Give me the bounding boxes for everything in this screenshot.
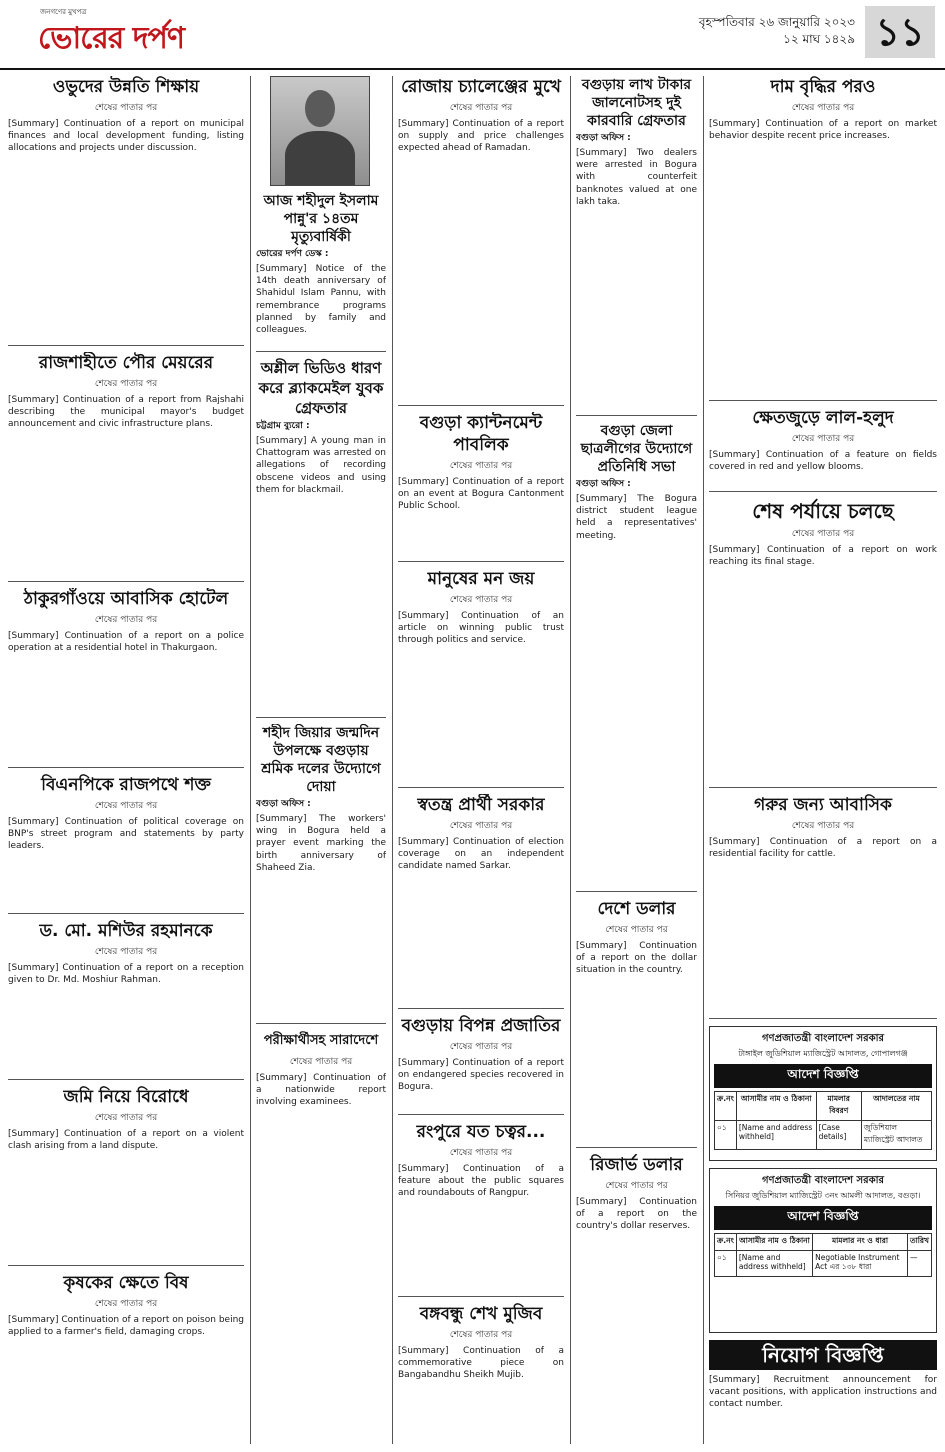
- continuation-note: শেষের পাতার পর: [791, 103, 855, 113]
- article-endangered-species: [398, 1015, 564, 1115]
- article-red-yellow-fields: [709, 407, 937, 492]
- article-counterfeit-notes: [576, 76, 697, 416]
- article-body: [Summary] Continuation of election coverage on an independent candidate named Sarkar.: [398, 837, 564, 872]
- notice-title: আদেশ বিজ্ঞপ্তি: [714, 1064, 932, 1088]
- dateline: [699, 14, 855, 48]
- article-body: [Summary] Two dealers were arrested in Bogura with counterfeit banknotes valued at one lakh taka.: [576, 148, 697, 207]
- page-number: ১১: [865, 6, 935, 58]
- article-land-dispute: [8, 1086, 244, 1266]
- article-body: [Summary] Continuation of a report on an event at Bogura Cantonment Public School.: [398, 477, 564, 512]
- court-notice-gopalganj: [709, 1026, 937, 1161]
- notice-head: গণপ্রজাতন্ত্রী বাংলাদেশ সরকার: [762, 1175, 884, 1186]
- table-cell: Negotiable Instrument Act এর ১৩৮ ধারা: [813, 1251, 908, 1277]
- headline: রোজায় চ্যালেঞ্জের মুখে: [401, 77, 561, 97]
- column-1: [8, 76, 244, 1444]
- article-body: [Summary] The workers' wing in Bogura held a prayer event marking the birth anniversary of Shaheed Zia.: [256, 814, 386, 873]
- notice-head: গণপ্রজাতন্ত্রী বাংলাদেশ সরকার: [762, 1033, 884, 1044]
- continuation-note: শেষের পাতার পর: [449, 821, 513, 831]
- article-dollar: [576, 898, 697, 1148]
- article-chhatra-league: [576, 422, 697, 892]
- byline: বগুড়া অফিস :: [576, 479, 631, 489]
- continuation-note: শেষের পাতার পর: [449, 103, 513, 113]
- headline: ওভুদের উন্নতি শিক্ষায়: [52, 77, 200, 97]
- notice-table: [714, 1091, 932, 1150]
- table-cell: মামলার নং ও ধারা: [813, 1234, 908, 1251]
- article-cantonment-school: [398, 412, 564, 562]
- headline: শহীদ জিয়ার জন্মদিন উপলক্ষে বগুড়ায় শ্রমিক দলের উদ্যোগে দোয়া: [261, 725, 381, 795]
- article-zia-birthday: [256, 724, 386, 1024]
- column-2: [256, 76, 386, 1444]
- article-body: [Summary] The Bogura district student league held a representatives' meeting.: [576, 494, 697, 541]
- article-thakurgaon-hotel: [8, 588, 244, 768]
- continuation-note: শেষের পাতার পর: [289, 1057, 353, 1067]
- continuation-note: শেষের পাতার পর: [94, 1299, 158, 1309]
- continuation-note: শেষের পাতার পর: [605, 925, 668, 935]
- article-body: [Summary] Continuation of a commemorative piece on Bangabandhu Sheikh Mujib.: [398, 1346, 564, 1381]
- continuation-note: শেষের পাতার পর: [605, 1181, 668, 1191]
- headline: ঠাকুরগাঁওয়ে আবাসিক হোটেল: [23, 589, 229, 609]
- article-bnp: [8, 774, 244, 914]
- article-body: [Summary] Continuation of a report on market behavior despite recent price increases.: [709, 119, 937, 142]
- article-body: [Summary] Continuation of a report on the country's dollar reserves.: [576, 1197, 697, 1232]
- date-line-2: ১২ মাঘ ১৪২৯: [783, 32, 855, 46]
- column-3: [398, 76, 564, 1444]
- column-5: [709, 76, 937, 1444]
- article-blackmail-arrest: [256, 358, 386, 718]
- table-row: [715, 1121, 932, 1150]
- byline: ভোরের দর্পণ ডেস্ক :: [256, 249, 329, 259]
- headline: স্বতন্ত্র প্রার্থী সরকার: [417, 795, 545, 815]
- headline: দাম বৃদ্ধির পরও: [770, 77, 876, 97]
- headline: কৃষকের ক্ষেতে বিষ: [63, 1273, 189, 1293]
- date-line-1: বৃহস্পতিবার ২৬ জানুয়ারি ২০২৩: [698, 15, 855, 29]
- notice-sub: টাঙ্গাইল জুডিশিয়াল ম্যাজিস্ট্রেট আদালত, গোপালগঞ্জ: [738, 1049, 908, 1058]
- article-body: [Summary] A young man in Chattogram was arrested on allegations of recording obscene videos and using them for blackmail.: [256, 436, 386, 495]
- headline: গরুর জন্য আবাসিক: [754, 795, 892, 815]
- headline: জমি নিয়ে বিরোধে: [63, 1087, 189, 1107]
- continuation-note: শেষের পাতার পর: [791, 821, 855, 831]
- column-rule: [392, 76, 393, 1444]
- continuation-note: শেষের পাতার পর: [94, 615, 158, 625]
- headline: বঙ্গবন্ধু শেখ মুজিব: [419, 1304, 543, 1324]
- headline: ড. মো. মশিউর রহমানকে: [39, 921, 213, 941]
- continuation-note: শেষের পাতার পর: [94, 801, 158, 811]
- article-independent-candidate: [398, 794, 564, 1009]
- headline: ক্ষেতজুড়ে লাল-হলুদ: [752, 408, 894, 428]
- table-cell: [Case details]: [816, 1121, 861, 1150]
- article-price-rise: [709, 76, 937, 401]
- table-row: [715, 1251, 932, 1277]
- court-notice-bogura: [709, 1168, 937, 1333]
- article-body: [Summary] Continuation of a report from Rajshahi describing the municipal mayor's budget announcement and civic infrastructure plans.: [8, 395, 244, 430]
- portrait-photo: [270, 76, 370, 186]
- byline: চট্টগ্রাম ব্যুরো :: [256, 421, 310, 431]
- portrait-face: [305, 90, 334, 127]
- headline: বগুড়া ক্যান্টনমেন্ট পাবলিক: [419, 413, 543, 455]
- article-bangabandhu: [398, 1303, 564, 1444]
- article-body: [Summary] Continuation of a nationwide report involving examinees.: [256, 1073, 386, 1108]
- continuation-note: শেষের পাতার পর: [94, 1113, 158, 1123]
- article-farmer-poison: [8, 1272, 244, 1444]
- continuation-note: শেষের পাতার পর: [94, 379, 158, 389]
- table-cell: [Name and address withheld]: [736, 1121, 816, 1150]
- article-cattle-residence: [709, 794, 937, 1019]
- article-body: [Summary] Continuation of an article on winning public trust through politics and service.: [398, 611, 564, 646]
- article-body: [Summary] Continuation of a report on a reception given to Dr. Md. Moshiur Rahman.: [8, 963, 244, 986]
- article-body: [Summary] Continuation of a report on a police operation at a residential hotel in Thakurgaon.: [8, 631, 244, 654]
- article-body: [Summary] Continuation of a report on endangered species recovered in Bogura.: [398, 1058, 564, 1093]
- article-body: [Summary] Continuation of a report on a violent clash arising from a land dispute.: [8, 1129, 244, 1152]
- table-cell: আদালতের নাম: [861, 1092, 931, 1121]
- continuation-note: শেষের পাতার পর: [791, 529, 855, 539]
- article-body: [Summary] Continuation of a report on the dollar situation in the country.: [576, 941, 697, 976]
- newspaper-logo: ভোরের দর্পণ: [38, 21, 184, 56]
- headline: মানুষের মন জয়: [427, 569, 535, 589]
- table-cell: —: [907, 1251, 931, 1277]
- headline: বিএনপিকে রাজপথে শক্ত: [41, 775, 211, 795]
- table-cell: আসামীর নাম ও ঠিকানা: [736, 1234, 812, 1251]
- portrait-shoulders: [285, 131, 356, 185]
- column-rule: [570, 76, 571, 1444]
- article-ramadan-challenge: [398, 76, 564, 406]
- headline: বগুড়া জেলা ছাত্রলীগের উদ্যোগে প্রতিনিধি সভা: [580, 423, 693, 475]
- continuation-note: শেষের পাতার পর: [94, 103, 158, 113]
- column-4: [576, 76, 697, 1444]
- continuation-note: শেষের পাতার পর: [94, 947, 158, 957]
- article-body: [Summary] Continuation of a feature on fields covered in red and yellow blooms.: [709, 450, 937, 473]
- masthead: [0, 0, 945, 70]
- tagline: জনগণের মুখপত্র: [40, 8, 87, 16]
- article-final-stage: [709, 498, 937, 788]
- headline: আজ শহীদুল ইসলাম পান্নু'র ১৪তম মৃত্যুবার্ষিকী: [263, 193, 379, 245]
- article-body: [Summary] Continuation of a report on municipal finances and local development funding, listing allocations and projects under discussion.: [8, 119, 244, 154]
- recruitment-body: [Summary] Recruitment announcement for vacant positions, with application instructions and contact number.: [709, 1375, 937, 1410]
- table-cell: ০১: [715, 1251, 737, 1277]
- continuation-note: শেষের পাতার পর: [449, 1042, 513, 1052]
- table-cell: জুডিশিয়াল ম্যাজিস্ট্রেট আদালত: [861, 1121, 931, 1150]
- byline: বগুড়া অফিস :: [256, 799, 311, 809]
- article-education: [8, 76, 244, 346]
- article-obituary: [256, 192, 386, 352]
- headline: বগুড়ায় লাখ টাকার জালনোটসহ দুই কারবারি গ্রেফতার: [581, 77, 692, 129]
- article-rangpur-squares: [398, 1121, 564, 1297]
- article-body: [Summary] Continuation of a report on work reaching its final stage.: [709, 545, 937, 568]
- recruitment-notice: [709, 1374, 937, 1444]
- article-examinees: [256, 1030, 386, 1444]
- headline: অশ্লীল ভিডিও ধারণ করে ব্ল্যাকমেইল যুবক গ্রেফতার: [258, 359, 384, 417]
- table-cell: আসামীর নাম ও ঠিকানা: [736, 1092, 816, 1121]
- table-cell: ক্র.নং: [715, 1092, 737, 1121]
- headline: শেষ পর্যায়ে চলছে: [752, 499, 894, 523]
- table-cell: তারিখ: [907, 1234, 931, 1251]
- headline: রাজশাহীতে পৌর মেয়রের: [38, 353, 214, 373]
- continuation-note: শেষের পাতার পর: [449, 1330, 513, 1340]
- table-row: [715, 1234, 932, 1251]
- article-moshiur-rahman: [8, 920, 244, 1080]
- table-cell: মামলার বিবরণ: [816, 1092, 861, 1121]
- article-body: [Summary] Continuation of a report on a residential facility for cattle.: [709, 837, 937, 860]
- table-cell: [Name and address withheld]: [736, 1251, 812, 1277]
- article-body: [Summary] Continuation of a report on poison being applied to a farmer's field, damaging crops.: [8, 1315, 244, 1338]
- headline: বগুড়ায় বিপন্ন প্রজাতির: [401, 1016, 561, 1036]
- continuation-note: শেষের পাতার পর: [791, 434, 855, 444]
- notice-sub: সিনিয়র জুডিশিয়াল ম্যাজিস্ট্রেট ৩নং আমলী আদালত, বগুড়া।: [725, 1191, 921, 1200]
- article-body: [Summary] Continuation of a report on supply and price challenges expected ahead of Ramadan.: [398, 119, 564, 154]
- article-body: [Summary] Continuation of a feature about the public squares and roundabouts of Rangpur.: [398, 1164, 564, 1199]
- table-cell: ০১: [715, 1121, 737, 1150]
- headline: রিজার্ভ ডলার: [590, 1155, 683, 1175]
- table-cell: ক্র.নং: [715, 1234, 737, 1251]
- article-winning-hearts: [398, 568, 564, 788]
- article-body: [Summary] Notice of the 14th death anniversary of Shahidul Islam Pannu, with remembrance programs planned by family and colleagues.: [256, 264, 386, 336]
- headline: রংপুরে যত চত্বর...: [416, 1122, 546, 1142]
- notice-title: আদেশ বিজ্ঞপ্তি: [714, 1206, 932, 1230]
- continuation-note: শেষের পাতার পর: [449, 595, 513, 605]
- article-body: [Summary] Continuation of political coverage on BNP's street program and statements by party leaders.: [8, 817, 244, 852]
- column-rule: [250, 76, 251, 1444]
- table-row: [715, 1092, 932, 1121]
- continuation-note: শেষের পাতার পর: [449, 461, 513, 471]
- recruitment-banner: নিয়োগ বিজ্ঞপ্তি: [709, 1340, 937, 1370]
- column-rule: [703, 76, 704, 1444]
- article-rajshahi-mayor: [8, 352, 244, 582]
- continuation-note: শেষের পাতার পর: [449, 1148, 513, 1158]
- article-reserve-dollar: [576, 1154, 697, 1444]
- headline: পরীক্ষার্থীসহ সারাদেশে: [263, 1033, 379, 1048]
- byline: বগুড়া অফিস :: [576, 133, 631, 143]
- headline: দেশে ডলার: [597, 899, 676, 919]
- notice-table: [714, 1233, 932, 1277]
